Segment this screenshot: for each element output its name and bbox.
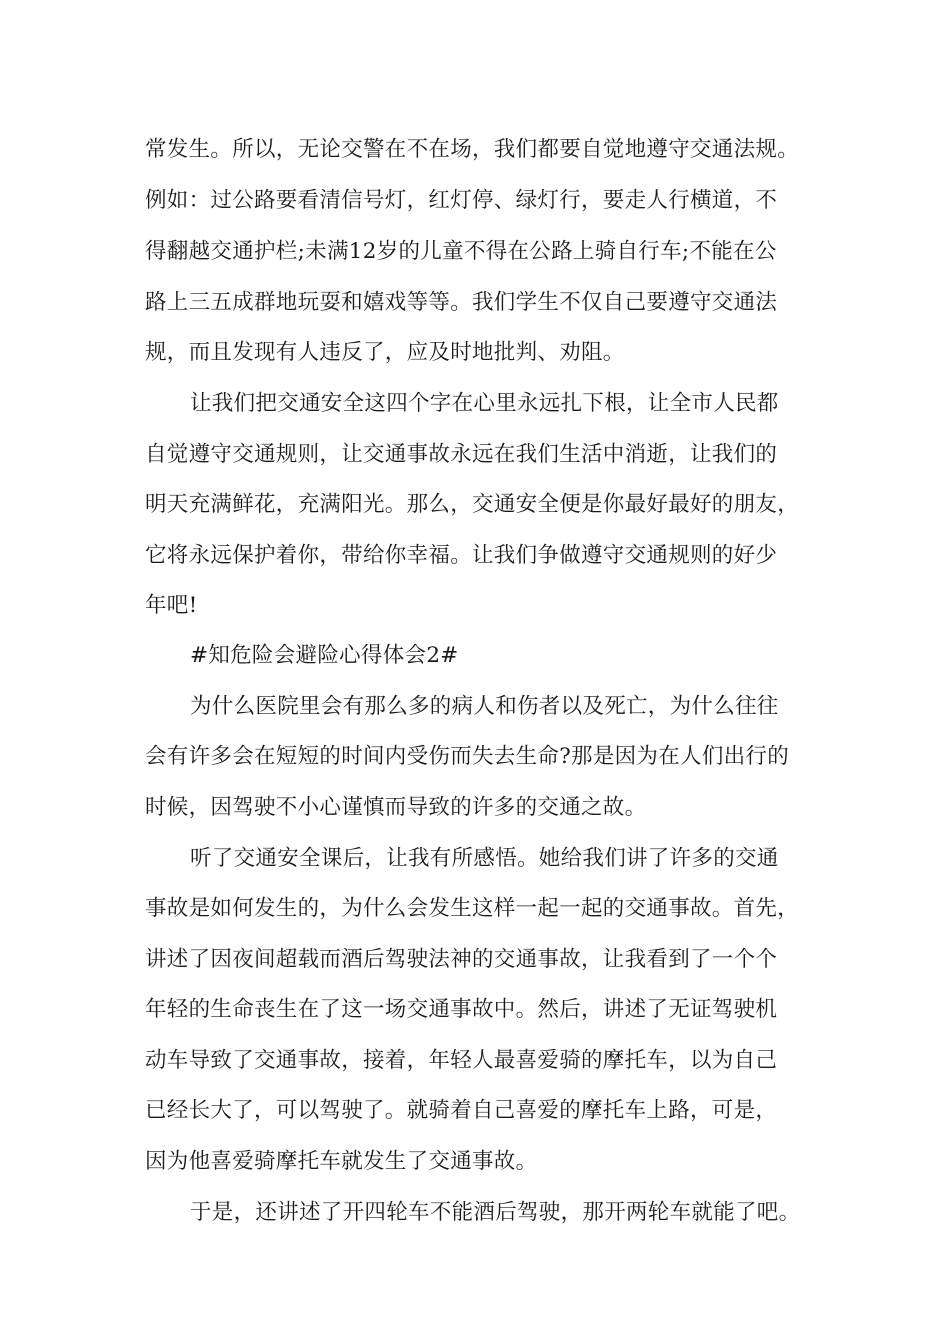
text-line: 路上三五成群地玩耍和嬉戏等等。我们学生不仅自己要遵守交通法 [145,290,778,315]
text-line: 已经长大了，可以驾驶了。就骑着自己喜爱的摩托车上路，可是， [145,1098,778,1123]
text-line: 会有许多会在短短的时间内受伤而失去生命?那是因为在人们出行的 [145,744,790,769]
paragraph-start-line: 于是，还讲述了开四轮车不能酒后驾驶，那开两轮车就能了吧。 [190,1200,801,1225]
text-line: 例如：过公路要看清信号灯，红灯停、绿灯行，要走人行横道，不 [145,188,778,213]
text-line: 动车导致了交通事故，接着，年轻人最喜爱骑的摩托车，以为自己 [145,1048,778,1073]
text-line: 讲述了因夜间超载而酒后驾驶法神的交通事故，让我看到了一个个 [145,947,778,972]
text-line: 得翻越交通护栏;未满12岁的儿童不得在公路上骑自行车;不能在公 [145,239,777,264]
text-line: 事故是如何发生的，为什么会发生这样一起一起的交通事故。首先， [145,896,800,921]
text-line: 它将永远保护着你，带给你幸福。让我们争做遵守交通规则的好少 [145,543,778,568]
text-line: 明天充满鲜花，充满阳光。那么，交通安全便是你最好最好的朋友， [145,492,800,517]
text-line: 常发生。所以，无论交警在不在场，我们都要自觉地遵守交通法规。 [145,137,800,162]
paragraph-start-line: 为什么医院里会有那么多的病人和伤者以及死亡，为什么往往 [190,694,779,719]
text-line: 年轻的生命丧生在了这一场交通事故中。然后，讲述了无证驾驶机 [145,997,778,1022]
text-line: 时候，因驾驶不小心谨慎而导致的许多的交通之故。 [145,795,647,820]
section-heading: #知危险会避险心得体会2# [190,643,459,668]
text-line: 规，而且发现有人违反了，应及时地批判、劝阻。 [145,340,625,365]
text-line: 年吧! [145,593,198,618]
paragraph-start-line: 听了交通安全课后，让我有所感悟。她给我们讲了许多的交通 [190,846,779,871]
text-line: 因为他喜爱骑摩托车就发生了交通事故。 [145,1149,538,1174]
text-line: 自觉遵守交通规则，让交通事故永远在我们生活中消逝，让我们的 [145,442,778,467]
paragraph-start-line: 让我们把交通安全这四个字在心里永远扎下根，让全市人民都 [190,391,779,416]
